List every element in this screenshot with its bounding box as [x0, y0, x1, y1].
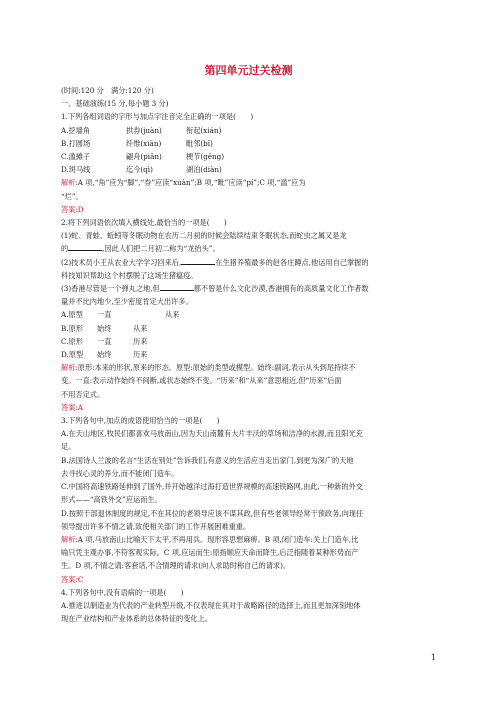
question-3-option-b-cont: 去寻找心灵的养分,而不能闭门造车。 — [61, 468, 179, 478]
question-2-para-2: (2)技术员小王从农业大学学习回来后, 在生猪养殖最多的赵各庄蹲点,他运用自己掌握的 — [61, 257, 369, 267]
section-heading: 一、基础演练(15 分,每小题 3 分) — [61, 99, 169, 109]
question-3-stem: 3.下列各句中,加点的成语使用恰当的一项是( ) — [61, 416, 220, 426]
question-1-option-b: B.打圆场 纤维(xiān) 毗邻(bǐ) — [61, 138, 213, 148]
question-3-answer: 答案:C — [61, 574, 84, 584]
question-3-option-a-cont: 足。 — [61, 442, 76, 452]
fill-blank-1 — [68, 243, 102, 251]
question-3-option-d: D.按照干部退休制度的规定,不在其位的老领导应该不谋其政,但有些老领导经常干预政务,向现任 — [61, 508, 364, 518]
question-2-para-1-cont: 的 ,因此人们把二月初二称为“龙抬头”。 — [61, 244, 220, 254]
question-3-option-d-cont: 领导提出许多不情之请,致使相关部门的工作开展困难重重。 — [61, 521, 251, 531]
page-number: 1 — [430, 653, 436, 662]
question-4-stem: 4.下列各句中,没有语病的一项是( ) — [61, 587, 184, 597]
question-3-analysis: 解析:A 项,马放南山:比喻天下太平,不再用兵。现形容思想麻痹。B 项,闭门造车:关上门造车,比 — [61, 534, 359, 544]
question-3-option-a: A.在天山地区,牧民们都喜欢马放南山,因为天山南麓有大片丰沃的草场和洁净的水源,而且阳光充 — [61, 429, 363, 439]
exam-meta: (时间:120 分 满分:120 分) — [61, 86, 154, 95]
question-3-analysis-cont: 喻只凭主观办事,不符客观实际。C 项,应运而生:原指顺应天命而降生,后泛指随着某种形势而产 — [61, 548, 359, 558]
question-1-stem: 1.下列各组词语的字形与加点字注音完全正确的一项是( ) — [61, 112, 254, 122]
question-2-analysis-cont-2: 不用否定式。 — [61, 389, 105, 399]
question-2-para-3-cont: 量并不比内地少,至少密度肯定大出许多。 — [61, 297, 193, 307]
question-2-analysis-cont: 变。一直:表示动作始终不间断,或状态始终不变。“历来”和“从来”意思相近,但“历来”后面 — [61, 376, 342, 386]
question-3-option-c-cont: 形式——“高铁外交”应运而生。 — [61, 495, 162, 505]
question-2-option-b: B.原形 始终 从来 — [61, 323, 148, 333]
question-1-option-d: D.斑马线 迄今(qì) 湖泊(diàn) — [61, 165, 222, 175]
question-2-stem: 2.将下列词语依次填入横线处,最恰当的一项是( ) — [61, 218, 227, 228]
question-4-option-a-cont: 现在产业结构和产业体系的总体特征的变化上。 — [61, 614, 212, 624]
question-4-option-a: A.推进以制造业为代表的产业转型升级,不仅表现在其对于战略路径的选择上,而且更加深刻地体 — [61, 600, 361, 610]
question-3-option-c: C.中国将高速铁路延伸到了国外,并开始越洋过海打造世界规模的高速铁路网,由此,一种新的外交 — [61, 482, 363, 492]
question-1-answer: 答案:D — [61, 204, 84, 214]
question-2-para-1: (1)蛇、青蛙、蚯蚓等冬眠动物在农历二月初的时候会陆续结束冬眠状态,而蛇虫之属又是龙 — [61, 231, 347, 241]
question-2-option-d: D.原型 始终 历来 — [61, 350, 148, 360]
question-3-option-b: B.法国诗人兰波的名言“生活在别处”告诉我们,有意义的生活应当走出家门,到更为深广的天地 — [61, 455, 354, 465]
question-2-para-2-cont: 科技知识帮助这个村摆脱了这场生猪瘟疫。 — [61, 270, 198, 280]
question-3-analysis-cont-2: 生。D 项,不情之请:客套话,不合情理的请求(向人求助时称自己的请求)。 — [61, 561, 291, 571]
question-2-para-3: (3)香港尽管是一个弹丸之地,但 都不曾是什么文化沙漠,香港拥有的高质量文化工作者数 — [61, 284, 369, 294]
question-1-analysis-cont: “烂”。 — [61, 191, 83, 201]
question-2-option-a: A.原型 一直 从来 — [61, 310, 180, 320]
question-1-option-c: C.滥摊子 翩舟(piān) 梗节(gěng) — [61, 152, 225, 162]
question-1-option-a: A.挖墙角 拱券(juàn) 衔起(xián) — [61, 125, 222, 135]
question-1-analysis: 解析:A 项,“角”应为“脚”,“券”应读“xuàn”;B 项,“毗”应读“pí”;C 项,“滥”应为 — [61, 178, 306, 188]
question-2-answer: 答案:A — [61, 402, 83, 412]
question-2-analysis: 解析:原形:本来的形状,原来的形态。原型:原始的类型或模型。始终:副词,表示从头到尾持续不 — [61, 363, 356, 373]
page-title: 第四单元过关检测 — [204, 64, 293, 77]
question-2-option-c: C.原形 一直 历来 — [61, 336, 148, 346]
fill-blank-3 — [160, 283, 194, 291]
fill-blank-2 — [181, 257, 215, 265]
